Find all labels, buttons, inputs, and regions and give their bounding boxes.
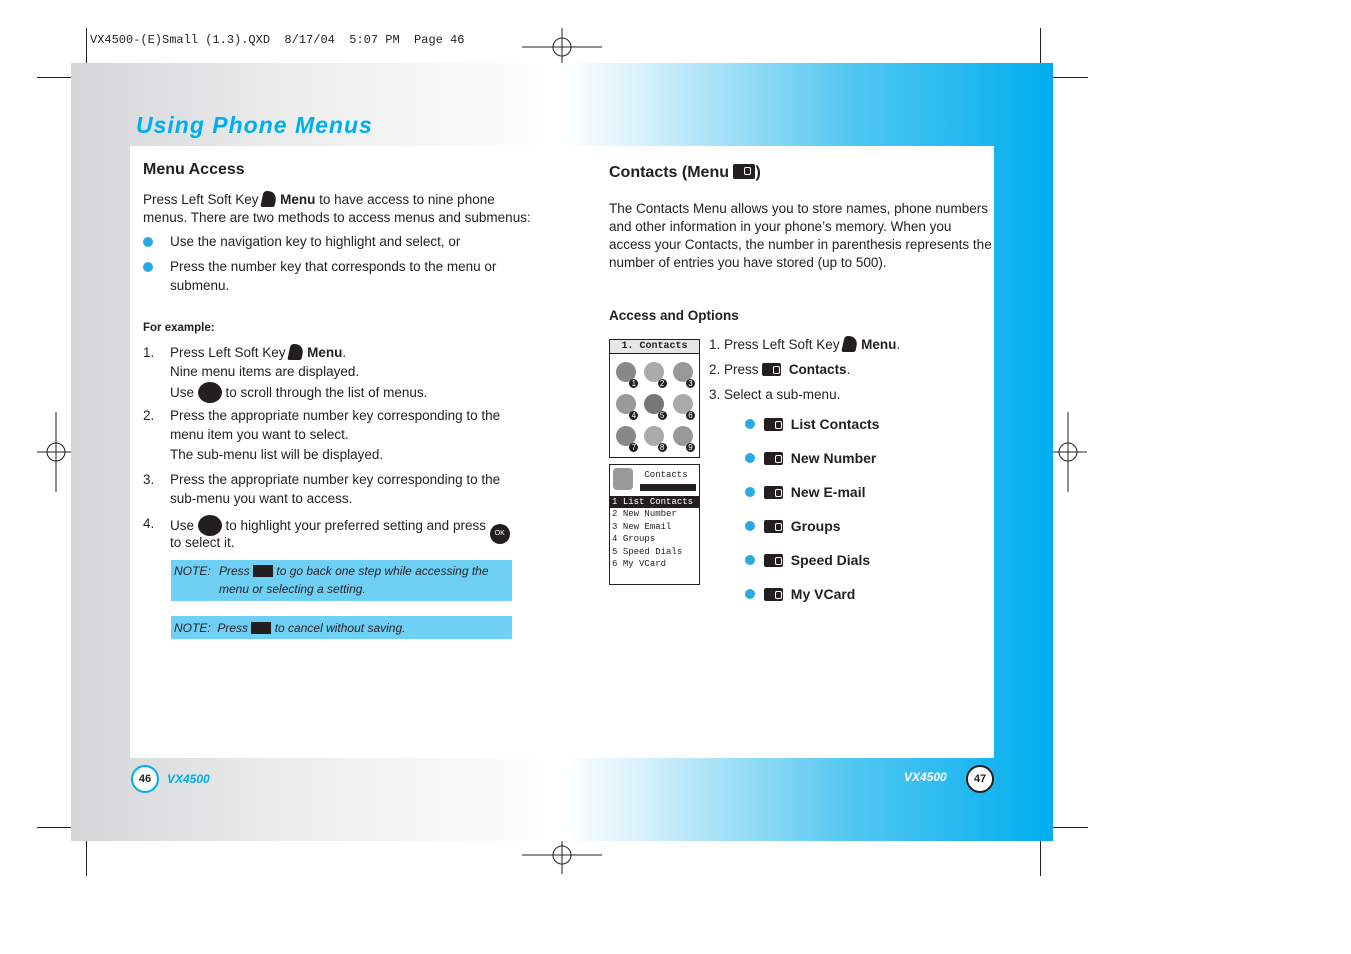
left-soft-key-icon [842, 336, 859, 352]
submenu-item: New Number [764, 450, 876, 466]
menu-grid-cell [612, 422, 640, 454]
key-1-icon [733, 164, 755, 179]
menu-digit: 4 [629, 411, 638, 420]
screen-list-item: 3 New Email [612, 521, 672, 532]
bullet-icon [745, 419, 755, 429]
screen-list-item: 6 My VCard [612, 559, 667, 570]
contacts-book-icon [613, 468, 633, 490]
access-step-3: 3. Select a sub-menu. [709, 387, 841, 402]
bullet-text: Press the number key that corresponds to the menu or [170, 259, 497, 274]
menu-digit: 7 [629, 443, 638, 452]
step-number: 2. [143, 408, 155, 423]
submenu-item: Groups [764, 518, 841, 534]
key-2-icon [764, 452, 783, 465]
crop-mark [37, 77, 75, 78]
access-step-2: 2. Press Contacts. [709, 362, 851, 377]
note-box [171, 616, 512, 639]
submenu-item: My VCard [764, 586, 855, 602]
menu-digit: 5 [658, 411, 667, 420]
menu-grid-cell [669, 358, 697, 390]
access-step-1: 1. Press Left Soft Key Menu. [709, 337, 901, 352]
screen-list-item: 1 List Contacts [610, 496, 699, 508]
note-text-line-1: Press to go back one step while accessing the [219, 564, 489, 578]
page-number-left: 46 [131, 765, 159, 793]
note-label: NOTE: [174, 564, 211, 578]
step-2-line-2: menu item you want to select. [170, 427, 349, 442]
bullet-icon [745, 521, 755, 531]
screen-list-item: 5 Speed Dials [612, 546, 683, 557]
key-1-icon [762, 363, 781, 376]
menu-grid-cell [669, 422, 697, 454]
menu-digit: 6 [686, 411, 695, 420]
contacts-heading: Contacts (Menu ) [609, 164, 761, 181]
note-box [171, 560, 512, 601]
step-number: 3. [143, 472, 155, 487]
menu-grid-cell [612, 358, 640, 390]
step-number: 1. [143, 345, 155, 360]
access-options-heading: Access and Options [609, 308, 739, 323]
ok-key-icon: OK [490, 524, 510, 544]
screen-title: Contacts [644, 470, 688, 480]
menu-digit: 8 [658, 443, 667, 452]
menu-digit: 1 [629, 379, 638, 388]
note-text: NOTE: Press to cancel without saving. [174, 621, 406, 635]
menu-grid-cell [640, 390, 668, 422]
bullet-icon [143, 262, 153, 272]
menu-digit: 9 [686, 443, 695, 452]
model-name-left: VX4500 [167, 772, 210, 786]
navigation-key-icon [198, 382, 222, 403]
screen-header [610, 465, 699, 495]
step-3-line-1: Press the appropriate number key corresponding to the [170, 472, 501, 487]
step-4-line-1: Use to highlight your preferred setting and press OK [170, 515, 510, 544]
crop-mark [1040, 28, 1041, 66]
step-1-line-3: Use to scroll through the list of menus. [170, 382, 427, 403]
step-4-line-2: to select it. [170, 535, 235, 550]
key-1-icon [764, 418, 783, 431]
bullet-icon [745, 487, 755, 497]
step-number: 4. [143, 516, 155, 531]
model-name-right: VX4500 [904, 770, 947, 784]
clear-key-icon [253, 565, 273, 577]
crop-mark [1040, 838, 1041, 876]
crop-mark [1050, 77, 1088, 78]
page-number-right: 47 [966, 765, 994, 793]
registration-mark [1049, 412, 1087, 492]
bullet-icon [745, 555, 755, 565]
contacts-paragraph: The Contacts Menu allows you to store names, phone numbers and other information in your phone’s memory. When you access your Contacts, the number in parenthesis represents the number of entries you have stored (up to 500). [609, 201, 992, 270]
key-4-icon [764, 520, 783, 533]
screen-list-item: 4 Groups [612, 534, 656, 545]
page-title: Using Phone Menus [136, 112, 373, 138]
menu-digit: 2 [658, 379, 667, 388]
registration-mark [522, 836, 602, 874]
left-soft-key-icon [288, 344, 305, 360]
menu-access-heading: Menu Access [143, 161, 245, 178]
submenu-item: New E-mail [764, 484, 865, 500]
intro-line-1: Press Left Soft Key Menu to have access to nine phone [143, 192, 495, 207]
key-3-icon [764, 486, 783, 499]
step-2-line-1: Press the appropriate number key corresponding to the [170, 408, 501, 423]
step-1-line-2: Nine menu items are displayed. [170, 364, 360, 379]
left-soft-key-icon [261, 191, 278, 207]
screen-title: 1. Contacts [610, 340, 699, 354]
navigation-key-icon [198, 515, 222, 536]
step-1-line-1: Press Left Soft Key Menu. [170, 345, 347, 360]
print-slug: VX4500-(E)Small (1.3).QXD 8/17/04 5:07 PM Page 46 [90, 33, 465, 47]
submenu-item: List Contacts [764, 416, 879, 432]
clear-key-icon [251, 622, 271, 634]
crop-mark [86, 28, 87, 66]
registration-mark [522, 28, 602, 66]
bullet-text: submenu. [170, 278, 230, 293]
menu-grid-cell [640, 358, 668, 390]
example-label: For example: [143, 322, 215, 334]
intro-line-2: menus. There are two methods to access menus and submenus: [143, 210, 531, 225]
step-2-line-3: The sub-menu list will be displayed. [170, 447, 384, 462]
note-text-line-2: menu or selecting a setting. [219, 582, 366, 596]
step-3-line-2: sub-menu you want to access. [170, 491, 353, 506]
bullet-icon [745, 589, 755, 599]
phone-screen-contacts-menu [609, 464, 700, 585]
bullet-icon [745, 453, 755, 463]
scroll-indicator [640, 484, 696, 491]
menu-icon-grid [610, 354, 699, 454]
crop-mark [37, 827, 75, 828]
bullet-text: Use the navigation key to highlight and select, or [170, 234, 461, 249]
menu-grid-cell [612, 390, 640, 422]
screen-list-item: 2 New Number [612, 509, 677, 520]
menu-grid-cell [640, 422, 668, 454]
crop-mark [1050, 827, 1088, 828]
menu-digit: 3 [686, 379, 695, 388]
submenu-item: Speed Dials [764, 552, 870, 568]
phone-screen-main-menu [609, 339, 700, 458]
key-6-icon [764, 588, 783, 601]
key-5-icon [764, 554, 783, 567]
crop-mark [86, 838, 87, 876]
bullet-icon [143, 237, 153, 247]
registration-mark [37, 412, 75, 492]
menu-grid-cell [669, 390, 697, 422]
